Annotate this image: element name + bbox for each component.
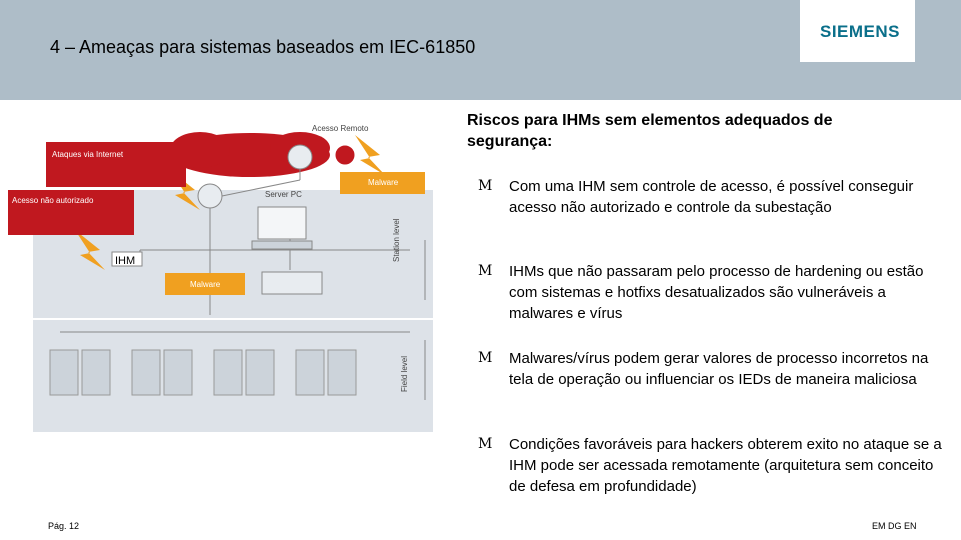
- server-pc-icon: [252, 207, 312, 249]
- bullet-icon: M: [478, 436, 493, 452]
- bullet-text: Com uma IHM sem controle de acesso, é possível conseguir acesso não autorizado e controle da subestação: [509, 178, 914, 216]
- page-number: Pág. 12: [48, 521, 80, 531]
- department-label: EM DG EN: [872, 521, 917, 531]
- remote-access-label: Acesso Remoto: [312, 124, 369, 133]
- bullet-icon: M: [478, 263, 493, 279]
- bullet-icon: M: [478, 178, 493, 194]
- bullet-text: Condições favoráveis para hackers obterem exito no ataque se a IHM pode ser acessada remotamente (arquitetura sem conceito de defesa em profundidade): [509, 436, 942, 495]
- server-pc-label: Server PC: [265, 190, 302, 199]
- station-level-label: Station level: [392, 218, 401, 262]
- bullet-text: IHMs que não passaram pelo processo de hardening ou estão com sistemas e hotfixs desatualizados são vulneráveis a malwares e vírus: [509, 263, 924, 322]
- skull-icon: [335, 145, 355, 165]
- router-icon: [288, 145, 312, 169]
- slide-title: 4 – Ameaças para sistemas baseados em IEC-61850: [50, 37, 476, 57]
- field-level-label: Field level: [400, 355, 409, 392]
- internet-attacks-label: Ataques via Internet: [46, 142, 186, 187]
- siemens-logo: SIEMENS: [820, 22, 901, 41]
- station-controller-icon: [262, 272, 322, 294]
- lightning-icon: [355, 135, 385, 175]
- malware-top-label: Malware: [368, 178, 399, 187]
- unauthorized-access-label: Acesso não autorizado: [8, 190, 134, 235]
- risks-heading: Riscos para IHMs sem elementos adequados de segurança:: [467, 112, 833, 150]
- bullet-text: Malwares/vírus podem gerar valores de processo incorretos na tela de operação ou influenciar os IEDs de maneira maliciosa: [509, 350, 929, 388]
- ihm-label: IHM: [115, 255, 136, 267]
- router-icon: [198, 184, 222, 208]
- malware-mid-label: Malware: [190, 280, 221, 289]
- bullet-icon: M: [478, 350, 493, 366]
